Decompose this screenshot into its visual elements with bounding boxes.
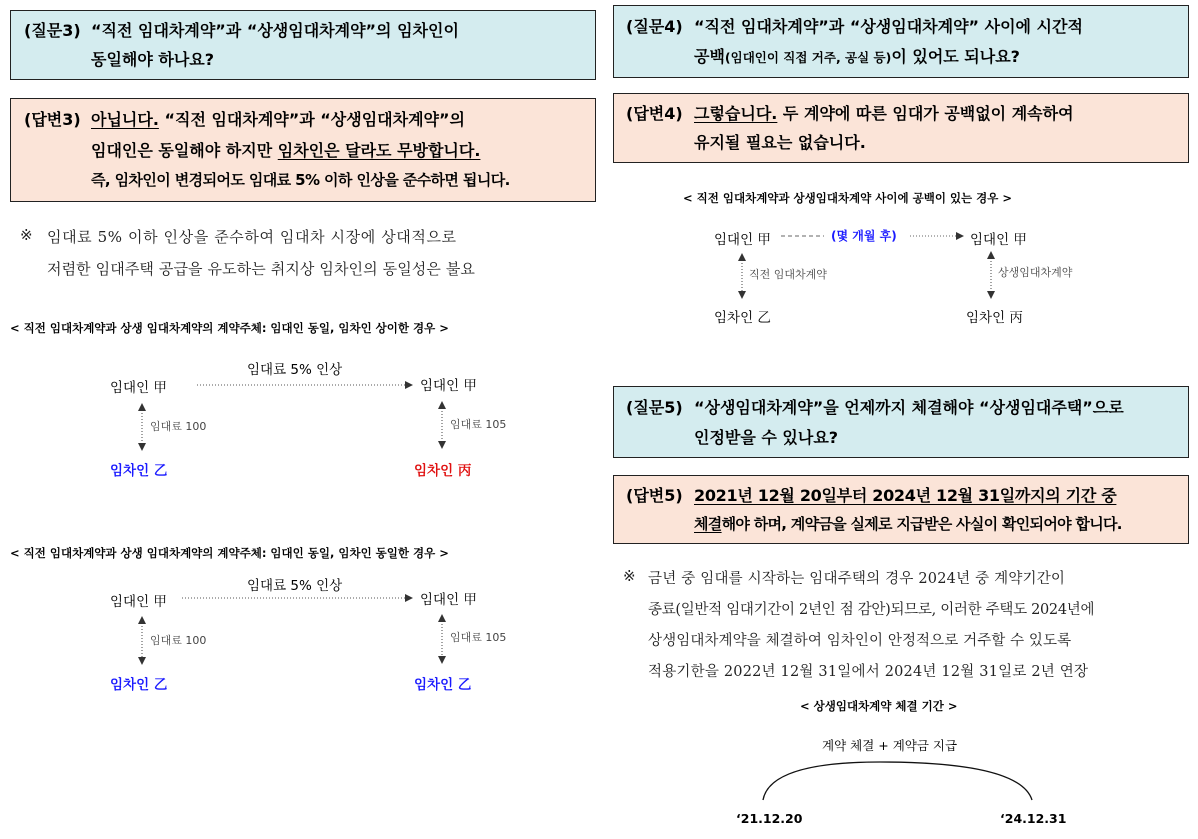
diagram-4-end-date: ‘24.12.31 — [1000, 811, 1067, 826]
diagram-3-right-lessor: 임대인 甲 — [970, 232, 1027, 248]
note-5-line3: 상생임대차계약을 체결하여 임차인이 안정적으로 거주할 수 있도록 — [648, 633, 1072, 649]
diagram-3-right-contract: 상생임대차계약 — [998, 266, 1073, 279]
diagram-2-right-lessor: 임대인 甲 — [420, 592, 477, 608]
answer-3-line3: 즉, 임차인이 변경되어도 임대료 5% 이하 인상을 준수하면 됩니다. — [91, 171, 510, 189]
answer-4-emphasis: 그렇습니다. — [694, 104, 778, 123]
diagram-2-left-lessor: 임대인 甲 — [110, 594, 167, 610]
question-4-line1: “직전 임대차계약”과 “상생임대차계약” 사이에 시간적 — [694, 17, 1083, 36]
answer-3-line1: “직전 임대차계약”과 “상생임대차계약”의 — [158, 110, 465, 129]
diagram-3-caption: < 직전 임대차계약과 상생임대차계약 사이에 공백이 있는 경우 > — [683, 191, 1013, 205]
answer-3-label: (답변3) — [24, 110, 81, 129]
answer-5-line2: 해야 하며, 계약금을 실제로 지급받은 사실이 확인되어야 합니다. — [721, 515, 1122, 533]
diagram-2-caption: < 직전 임대차계약과 상생 임대차계약의 계약주체: 임대인 동일, 임차인 동일한 경우 > — [10, 546, 449, 560]
answer-5-label: (답변5) — [626, 486, 683, 505]
diagram-4-arc-label: 계약 체결 + 계약금 지급 — [822, 738, 958, 753]
answer-3-line2-emphasis: 임차인은 달라도 무방합니다. — [277, 141, 481, 160]
note-5-mark: ※ — [623, 567, 636, 585]
answer-3-line2-pre: 임대인은 동일해야 하지만 — [91, 141, 278, 160]
question-5-line2: 인정받을 수 있나요? — [694, 428, 839, 447]
diagram-2-left-lessee: 임차인 乙 — [110, 677, 168, 693]
diagram-2-left-rent: 임대료 100 — [150, 634, 207, 647]
question-5-line1: “상생임대차계약”을 언제까지 체결해야 “상생임대주택”으로 — [694, 398, 1124, 417]
diagram-3-right-lessee: 임차인 丙 — [966, 310, 1023, 326]
diagram-3-gap-label: (몇 개월 후) — [831, 229, 897, 243]
diagram-1-right-rent: 임대료 105 — [450, 418, 507, 431]
note-5-line2: 종료(일반적 임대기간이 2년인 점 감안)되므로, 이러한 주택도 2024년에 — [648, 602, 1095, 618]
diagram-1-left-lessor: 임대인 甲 — [110, 380, 167, 396]
diagram-4-start-date: ‘21.12.20 — [736, 811, 803, 826]
answer-5-line2-emphasis: 체결 — [694, 515, 722, 533]
question-4-line2a: 공백 — [694, 47, 725, 66]
diagram-1-caption: < 직전 임대차계약과 상생 임대차계약의 계약주체: 임대인 동일, 임차인 상이한 경우 > — [10, 321, 449, 335]
answer-3-emphasis: 아닙니다. — [91, 110, 159, 129]
question-3-label: (질문3) — [24, 21, 81, 40]
diagram-2-arrow-label: 임대료 5% 인상 — [247, 578, 343, 594]
diagram-1-right-lessee: 임차인 丙 — [414, 463, 472, 479]
question-4-line2b: (임대인이 직접 거주, 공실 등) — [724, 50, 892, 65]
diagram-1-right-lessor: 임대인 甲 — [420, 378, 477, 394]
note-5-line4: 적용기한을 2022년 12월 31일에서 2024년 12월 31일로 2년 연장 — [648, 664, 1089, 680]
diagram-3-left-lessee: 임차인 乙 — [714, 310, 771, 326]
note-5-line1: 금년 중 임대를 시작하는 임대주택의 경우 2024년 중 계약기간이 — [648, 571, 1066, 587]
question-4-line2c: 이 있어도 되나요? — [891, 47, 1020, 66]
answer-5-line1: 2021년 12월 20일부터 2024년 12월 31일까지의 기간 중 — [694, 486, 1117, 505]
question-4-label: (질문4) — [626, 17, 683, 36]
diagram-3-left-lessor: 임대인 甲 — [714, 232, 771, 248]
answer-4-line2: 유지될 필요는 없습니다. — [694, 133, 866, 152]
question-3-line1: “직전 임대차계약”과 “상생임대차계약”의 임차인이 — [91, 21, 459, 40]
diagram-2-right-rent: 임대료 105 — [450, 631, 507, 644]
question-5-label: (질문5) — [626, 398, 683, 417]
question-3-line2: 동일해야 하나요? — [91, 50, 215, 69]
note-3-mark: ※ — [20, 226, 33, 244]
diagram-3-left-contract: 직전 임대차계약 — [749, 268, 827, 281]
diagram-2-right-lessee: 임차인 乙 — [414, 677, 472, 693]
note-3-line1: 임대료 5% 이하 인상을 준수하여 임대차 시장에 상대적으로 — [47, 228, 457, 246]
answer-4-label: (답변4) — [626, 104, 683, 123]
diagram-1-left-rent: 임대료 100 — [150, 420, 207, 433]
note-3-line2: 저렴한 임대주택 공급을 유도하는 취지상 임차인의 동일성은 불요 — [47, 260, 476, 278]
diagram-1-left-lessee: 임차인 乙 — [110, 463, 168, 479]
answer-4-line1: 두 계약에 따른 임대가 공백없이 계속하여 — [777, 104, 1074, 123]
diagram-4-caption: < 상생임대차계약 체결 기간 > — [800, 699, 958, 713]
diagram-4-period-arc — [763, 762, 1032, 800]
diagram-1-arrow-label: 임대료 5% 인상 — [247, 362, 343, 378]
